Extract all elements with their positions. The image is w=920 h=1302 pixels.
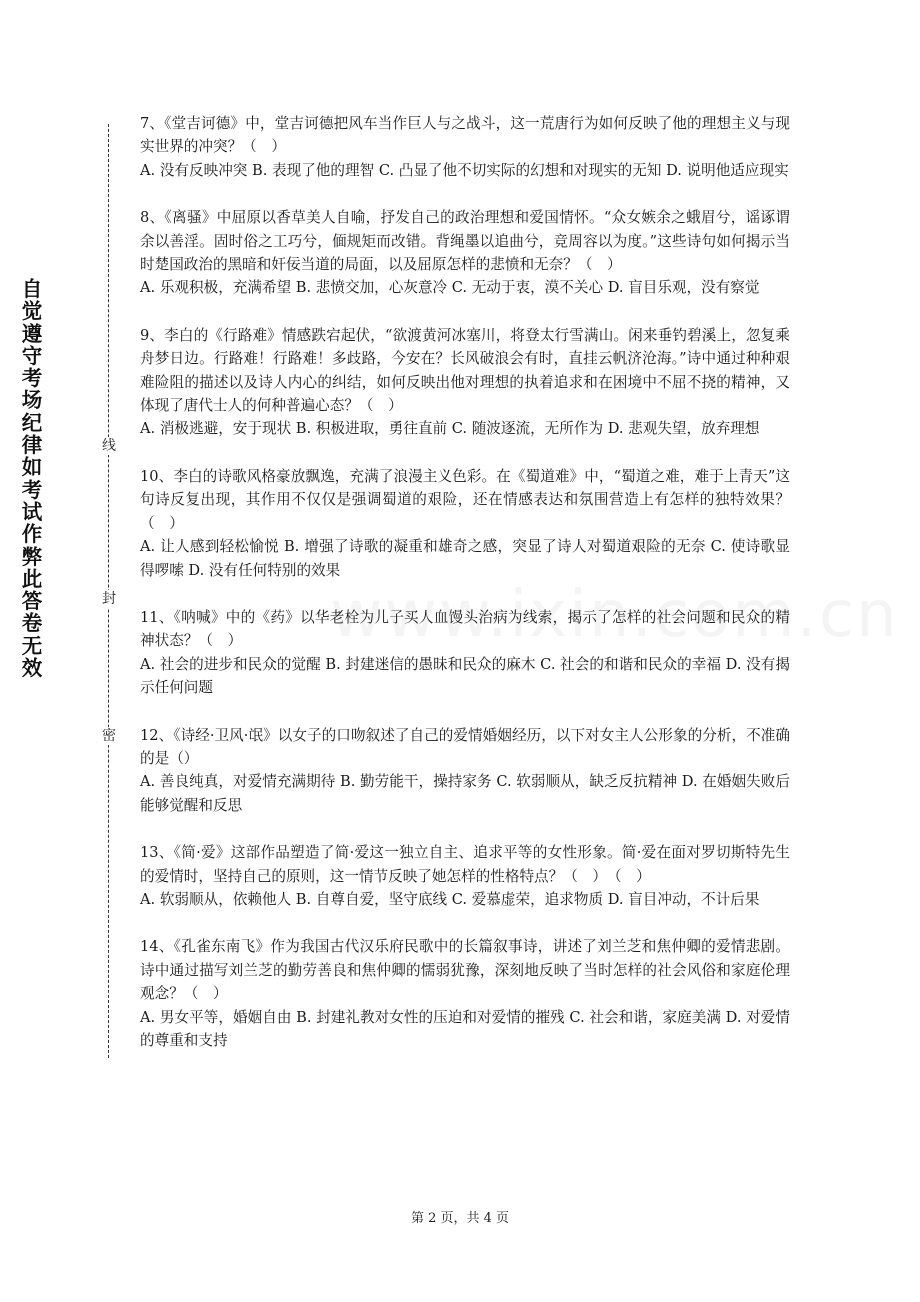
question-options: A. 乐观积极，充满希望 B. 悲愤交加，心灰意冷 C. 无动于衷，漠不关心 D. 盲目乐观，没有察觉 [140, 279, 760, 297]
question-9 [140, 324, 790, 441]
question-13 [140, 841, 790, 911]
question-stem: 10、李白的诗歌风格豪放飘逸，充满了浪漫主义色彩。在《蜀道难》中，“蜀道之难，难于上青天”这句诗反复出现，其作用不仅仅是强调蜀道的艰险，还在情感表达和氛围营造上有怎样的独特效果？（ ） [140, 467, 790, 532]
question-14 [140, 935, 790, 1052]
question-stem: 8、《离骚》中屈原以香草美人自喻，抒发自己的政治理想和爱国情怀。“众女嫉余之蛾眉兮，谣诼谓余以善淫。固时俗之工巧兮，偭规矩而改错。背绳墨以追曲兮，竞周容以为度。”这些诗句如何揭示当时楚国政治的黑暗和奸佞当道的局面，以及屈原怎样的悲愤和无奈？（ ） [140, 209, 790, 274]
seal-mark-seal: 封 [102, 591, 116, 607]
question-8 [140, 206, 790, 300]
question-stem: 11、《呐喊》中的《药》以华老栓为儿子买人血馒头治病为线索，揭示了怎样的社会问题和民众的精神状态？（ ） [140, 608, 790, 650]
question-10 [140, 465, 790, 582]
question-options: A. 让人感到轻松愉悦 B. 增强了诗歌的凝重和雄奇之感，突显了诗人对蜀道艰险的无奈 C. 使诗歌显得啰嗦 D. 没有任何特别的效果 [140, 538, 790, 579]
question-stem: 12、《诗经·卫风·氓》以女子的口吻叙述了自己的爱情婚姻经历，以下对女主人公形象的分析，不准确的是（） [140, 726, 790, 767]
question-options: A. 消极逃避，安于现状 B. 积极进取，勇往直前 C. 随波逐流，无所作为 D. 悲观失望，放弃理想 [140, 420, 760, 438]
question-options: A. 社会的进步和民众的觉醒 B. 封建迷信的愚昧和民众的麻木 C. 社会的和谐和民众的幸福 D. 没有揭示任何问题 [140, 655, 790, 697]
question-11 [140, 606, 790, 700]
question-list [140, 112, 790, 1076]
seal-mark-line: 线 [102, 438, 116, 454]
question-stem: 7、《堂吉诃德》中，堂吉诃德把风车当作巨人与之战斗，这一荒唐行为如何反映了他的理想主义与现实世界的冲突？（ ） [140, 115, 790, 156]
question-stem: 13、《简·爱》这部作品塑造了简·爱这一独立自主、追求平等的女性形象。简·爱在面对罗切斯特先生的爱情时，坚持自己的原则，这一情节反映了她怎样的性格特点？（ ） （ ） [140, 844, 790, 885]
question-options: A. 男女平等，婚姻自由 B. 封建礼教对女性的压迫和对爱情的摧残 C. 社会和谐，家庭美满 D. 对爱情的尊重和支持 [140, 1008, 790, 1049]
question-options: A. 没有反映冲突 B. 表现了他的理智 C. 凸显了他不切实际的幻想和对现实的无知 D. 说明他适应现实 [140, 161, 789, 179]
exam-discipline-notice: 自觉遵守考场纪律如考试作弊此答卷无效 [21, 277, 43, 681]
page-footer: 第 2 页，共 4 页 [410, 1211, 510, 1226]
seal-mark-secret: 密 [102, 728, 116, 744]
question-stem: 14、《孔雀东南飞》作为我国古代汉乐府民歌中的长篇叙事诗，讲述了刘兰芝和焦仲卿的爱情悲剧。诗中通过描写刘兰芝的勤劳善良和焦仲卿的懦弱犹豫，深刻地反映了当时怎样的社会风俗和家庭伦理观念？（ ） [140, 938, 790, 1003]
question-options: A. 善良纯真，对爱情充满期待 B. 勤劳能干，操持家务 C. 软弱顺从，缺乏反抗精神 D. 在婚姻失败后能够觉醒和反思 [140, 773, 790, 814]
question-options: A. 软弱顺从，依赖他人 B. 自尊自爱，坚守底线 C. 爱慕虚荣，追求物质 D. 盲目冲动，不计后果 [140, 890, 760, 908]
question-12 [140, 724, 790, 818]
question-stem: 9、李白的《行路难》情感跌宕起伏，“欲渡黄河冰塞川，将登太行雪满山。闲来垂钓碧溪上，忽复乘舟梦日边。行路难！行路难！多歧路，今安在？长风破浪会有时，直挂云帆济沧海。”诗中通过种种艰难险阻的描述以及诗人内心的纠结，如何反映出他对理想的执着追求和在困境中不屈不挠的精神，又体现了唐代士人的何种普遍心态？（ ） [140, 326, 790, 415]
question-7 [140, 112, 790, 182]
